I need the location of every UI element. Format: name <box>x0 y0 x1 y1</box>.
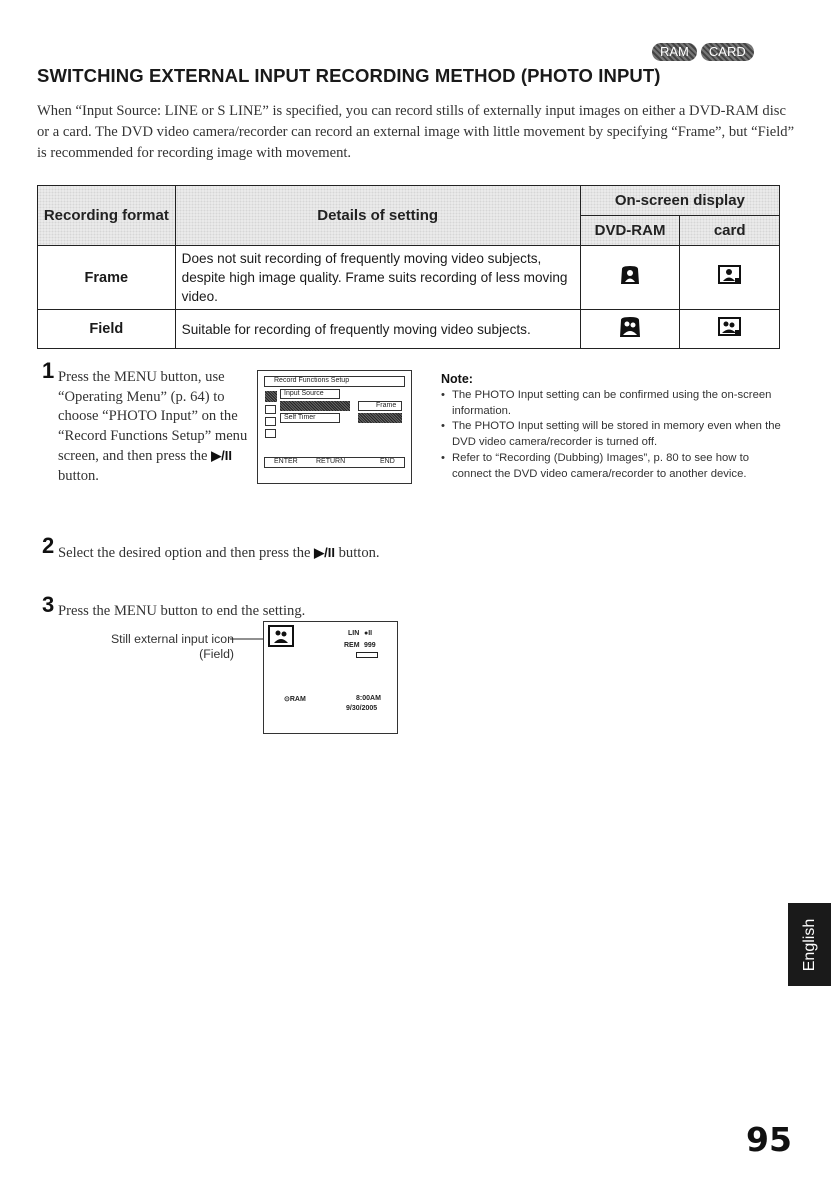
photo-input-table <box>37 185 780 349</box>
menu-item-input-source: Input Source <box>284 390 324 397</box>
pause-indicator-icon: ●II <box>364 630 373 637</box>
on-screen-display-illustration <box>263 621 398 734</box>
osd-caption <box>60 632 234 661</box>
format-field: Field <box>38 310 176 349</box>
step-2-end: button. <box>334 545 380 561</box>
caption-line-1: Still external input icon <box>110 632 234 646</box>
disc-indicator: ⊙RAM <box>284 696 306 703</box>
step-2-body: Select the desired option and then press the <box>58 545 315 561</box>
remaining-label: REM <box>344 642 360 649</box>
header-recording-format: Recording format <box>38 186 176 246</box>
menu-item-self-timer: Self Timer <box>284 414 316 421</box>
disc-label: RAM <box>289 696 306 703</box>
page-title: SWITCHING EXTERNAL INPUT RECORDING METHOD (PHOTO INPUT) <box>37 65 661 86</box>
caption-line-2: (Field) <box>199 647 234 661</box>
play-pause-label: ▶/II <box>314 545 335 560</box>
table-row <box>38 246 780 310</box>
dvd-frame-cell <box>580 246 680 310</box>
play-pause-label: ▶/II <box>211 448 233 463</box>
step-1-text <box>58 368 250 486</box>
menu-icon <box>265 405 276 414</box>
osd-time: 8:00AM <box>356 695 381 702</box>
menu-footer-end: END <box>380 458 395 465</box>
media-badges <box>652 43 754 61</box>
intro-paragraph: When “Input Source: LINE or S LINE” is specified, you can record stills of externally input images on either a DVD-RAM disc or a card. The DVD video camera/recorder can record an external image with little movement by specifying “Frame”, but “Field” is recommended for recording image with movement. <box>37 103 795 161</box>
menu-icon <box>265 429 276 438</box>
menu-item-photo-input-highlight <box>280 401 350 411</box>
details-field: Suitable for recording of frequently moving video subjects. <box>175 310 580 349</box>
note-item: • The PHOTO Input setting can be confirmed using the on-screen information. <box>441 388 786 419</box>
remaining-count: 999 <box>364 642 376 649</box>
details-frame: Does not suit recording of frequently moving video subjects, despite high image quality. Frame suits recording of less moving video. <box>175 246 580 310</box>
step-1-number: 1 <box>42 358 55 383</box>
menu-footer-enter: ENTER <box>274 458 298 465</box>
still-field-dvd-icon <box>618 316 642 338</box>
note-title: Note: <box>441 372 473 386</box>
dvd-field-cell <box>580 310 680 349</box>
note-item: • The PHOTO Input setting will be stored in memory even when the DVD video camera/recorder is turned off. <box>441 419 786 450</box>
step-2-number: 2 <box>42 533 55 558</box>
still-field-card-icon <box>718 317 742 337</box>
card-badge: CARD <box>701 43 754 61</box>
menu-icon <box>265 417 276 426</box>
step-3-number: 3 <box>42 592 55 617</box>
note-block <box>441 372 786 482</box>
format-frame: Frame <box>38 246 176 310</box>
still-external-input-icon <box>268 625 294 647</box>
table-row <box>38 310 780 349</box>
menu-icon-selected <box>265 391 277 402</box>
osd-date: 9/30/2005 <box>346 705 378 712</box>
menu-title: Record Functions Setup <box>274 377 350 384</box>
page-number: 95 <box>746 1120 792 1159</box>
menu-footer-return: RETURN <box>316 458 346 465</box>
step-2-text <box>58 543 418 564</box>
step-1-end: button. <box>58 467 99 484</box>
card-frame-cell <box>680 246 780 310</box>
step-3-text <box>58 602 418 622</box>
step-1-body: Press the MENU button, use “Operating Menu” (p. 64) to choose “PHOTO Input” on the “Record Functions Setup” menu screen, and then press the <box>58 369 248 464</box>
language-label: English <box>800 918 818 971</box>
step-3-body: Press the MENU button to end the setting. <box>58 603 306 619</box>
header-details: Details of setting <box>175 186 580 246</box>
note-item: • Refer to “Recording (Dubbing) Images”, p. 80 to see how to connect the DVD video camera/recorder to another device. <box>441 451 786 482</box>
menu-value-frame: Frame <box>376 402 397 409</box>
battery-icon <box>356 652 378 658</box>
still-frame-card-icon <box>718 265 742 285</box>
ram-badge: RAM <box>652 43 697 61</box>
card-field-cell <box>680 310 780 349</box>
header-on-screen-display: On-screen display <box>580 186 779 216</box>
menu-value-field-highlight <box>358 413 402 423</box>
header-card: card <box>680 216 780 246</box>
still-frame-dvd-icon <box>619 265 641 285</box>
language-tab <box>788 903 831 986</box>
line-input-label: LIN <box>348 630 360 637</box>
header-dvd-ram: DVD-RAM <box>580 216 680 246</box>
record-functions-menu-screen <box>257 370 412 484</box>
